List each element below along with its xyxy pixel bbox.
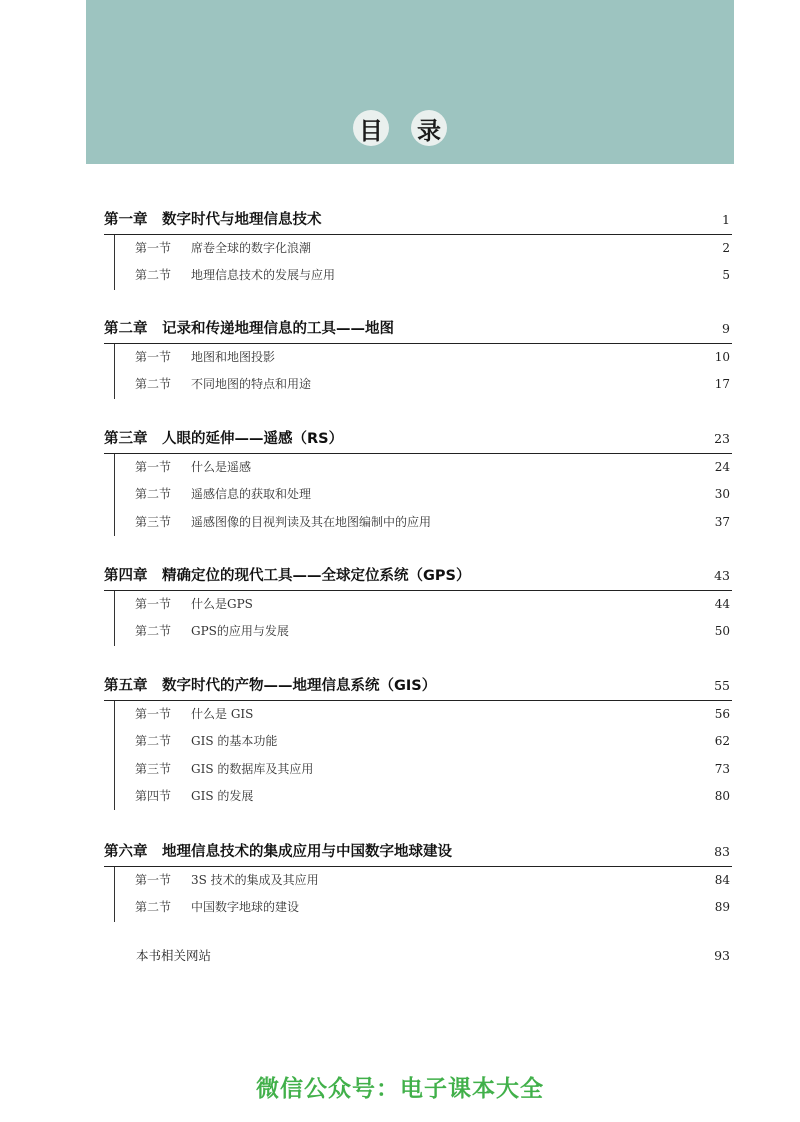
- section-page: 62: [714, 734, 730, 749]
- section-title: 什么是GPS: [191, 597, 253, 611]
- section-label: 第二节: [135, 624, 172, 639]
- chapter-page: 43: [714, 568, 730, 583]
- section-title: 不同地图的特点和用途: [191, 377, 312, 392]
- chapter-3: [104, 427, 732, 536]
- section-title: 遥感图像的目视判读及其在地图编制中的应用: [191, 514, 432, 529]
- section-title: 中国数字地球的建设: [191, 900, 300, 915]
- section-title: 地图和地图投影: [191, 350, 276, 364]
- section-list: [114, 701, 732, 810]
- section-label: 第一节: [135, 597, 172, 611]
- section-title: 什么是 GIS: [191, 707, 254, 721]
- section-label: 第一节: [135, 707, 172, 721]
- section-page: 5: [722, 268, 730, 283]
- section-title: GIS 的发展: [191, 788, 254, 803]
- chapter-4: [104, 564, 732, 646]
- chapter-title: 第二章 记录和传递地理信息的工具——地图: [104, 321, 394, 337]
- section-title: GIS 的数据库及其应用: [191, 761, 314, 776]
- website-entry: [136, 944, 732, 968]
- chapter-1: [104, 208, 732, 290]
- chapter-heading: [104, 674, 732, 701]
- section-label: 第二节: [135, 734, 172, 749]
- section-row: [115, 591, 732, 618]
- section-page: 56: [714, 707, 730, 721]
- chapter-title: 第一章 数字时代与地理信息技术: [104, 212, 322, 228]
- section-page: 84: [714, 873, 730, 887]
- section-list: [114, 591, 732, 646]
- section-label: 第四节: [135, 788, 172, 803]
- section-page: 50: [714, 624, 730, 639]
- section-row: [115, 371, 732, 398]
- section-row: [115, 481, 732, 508]
- section-label: 第二节: [135, 377, 172, 392]
- section-label: 第二节: [135, 900, 172, 915]
- section-page: 30: [714, 487, 730, 502]
- website-title: 本书相关网站: [136, 948, 212, 963]
- section-page: 89: [714, 900, 730, 915]
- section-page: 2: [722, 241, 730, 255]
- chapter-page: 23: [714, 431, 730, 446]
- section-row: [115, 756, 732, 783]
- section-row: [115, 262, 732, 289]
- section-page: 80: [714, 788, 730, 803]
- title-char-2: 录: [411, 110, 447, 146]
- section-label: 第二节: [135, 268, 172, 283]
- chapter-title: 第四章 精确定位的现代工具——全球定位系统（GPS）: [104, 568, 471, 584]
- section-label: 第二节: [135, 487, 172, 502]
- chapter-page: 55: [714, 678, 730, 693]
- page-title: [0, 110, 800, 146]
- chapter-title: 第三章 人眼的延伸——遥感（RS）: [104, 431, 344, 447]
- section-label: 第一节: [135, 460, 172, 474]
- watermark: 微信公众号：电子课本大全: [256, 1076, 544, 1102]
- section-label: 第一节: [135, 350, 172, 364]
- title-char-1: 目: [353, 110, 389, 146]
- section-title: 遥感信息的获取和处理: [191, 487, 312, 502]
- chapter-2: [104, 317, 732, 399]
- section-row: [115, 618, 732, 645]
- section-title: 地理信息技术的发展与应用: [191, 268, 336, 283]
- chapter-6: [104, 840, 732, 922]
- section-title: GIS 的基本功能: [191, 734, 278, 749]
- chapter-title: 第六章 地理信息技术的集成应用与中国数字地球建设: [104, 844, 452, 860]
- section-list: [114, 344, 732, 399]
- section-page: 44: [714, 597, 730, 611]
- section-list: [114, 867, 732, 922]
- chapter-heading: [104, 427, 732, 454]
- website-page: 93: [714, 948, 730, 963]
- chapter-heading: [104, 317, 732, 344]
- section-page: 10: [714, 350, 730, 364]
- section-row: [115, 235, 732, 262]
- section-row: [115, 509, 732, 536]
- section-label: 第三节: [135, 514, 172, 529]
- section-row: [115, 728, 732, 755]
- section-list: [114, 454, 732, 536]
- section-list: [114, 235, 732, 290]
- section-label: 第一节: [135, 873, 172, 887]
- chapter-page: 1: [722, 212, 730, 227]
- section-row: [115, 867, 732, 894]
- section-title: 3S 技术的集成及其应用: [191, 873, 319, 887]
- section-label: 第三节: [135, 761, 172, 776]
- section-page: 37: [714, 514, 730, 529]
- section-page: 73: [714, 761, 730, 776]
- chapter-heading: [104, 840, 732, 867]
- chapter-page: 83: [714, 844, 730, 859]
- section-row: [115, 344, 732, 371]
- section-page: 17: [714, 377, 730, 392]
- chapter-page: 9: [722, 321, 730, 336]
- chapter-heading: [104, 208, 732, 235]
- section-label: 第一节: [135, 241, 172, 255]
- section-row: [115, 454, 732, 481]
- chapter-5: [104, 674, 732, 810]
- section-row: [115, 783, 732, 810]
- section-row: [115, 894, 732, 921]
- chapter-title: 第五章 数字时代的产物——地理信息系统（GIS）: [104, 678, 437, 694]
- section-row: [115, 701, 732, 728]
- chapter-heading: [104, 564, 732, 591]
- section-title: GPS的应用与发展: [191, 624, 289, 639]
- section-title: 席卷全球的数字化浪潮: [191, 241, 312, 255]
- section-title: 什么是遥感: [191, 460, 252, 474]
- section-page: 24: [714, 460, 730, 474]
